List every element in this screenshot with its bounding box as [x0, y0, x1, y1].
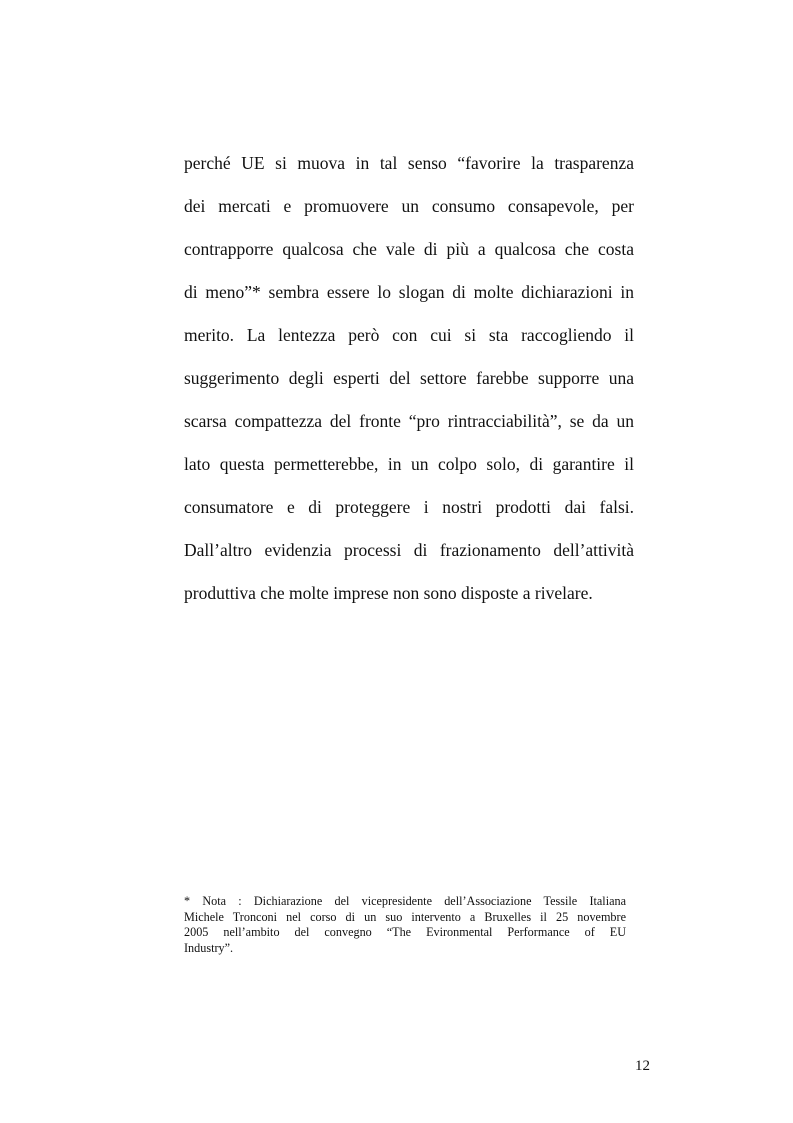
body-line: contrapporre qualcosa che vale di più a qualcosa che costa — [184, 239, 634, 259]
footnote-line: Michele Tronconi nel corso di un suo intervento a Bruxelles il 25 novembre — [184, 909, 626, 924]
body-line: merito. La lentezza però con cui si sta raccogliendo il — [184, 325, 634, 345]
body-line: perché UE si muova in tal senso “favorire la trasparenza — [184, 153, 634, 173]
body-line: Dall’altro evidenzia processi di frazionamento dell’attività — [184, 540, 634, 560]
footnote-line: Industry”. — [184, 940, 234, 955]
body-paragraph — [184, 145, 634, 618]
body-line: produttiva che molte imprese non sono disposte a rivelare. — [184, 583, 593, 603]
body-line: di meno”* sembra essere lo slogan di molte dichiarazioni in — [184, 282, 634, 302]
body-line: dei mercati e promuovere un consumo consapevole, per — [184, 196, 634, 216]
body-line: consumatore e di proteggere i nostri prodotti dai falsi. — [184, 497, 634, 517]
body-line: scarsa compattezza del fronte “pro rintracciabilità”, se da un — [184, 411, 634, 431]
footnote-line: * Nota : Dichiarazione del vicepresidente dell’Associazione Tessile Italiana — [184, 894, 626, 908]
page-number: 12 — [635, 1058, 650, 1074]
body-line: suggerimento degli esperti del settore farebbe supporre una — [184, 368, 634, 388]
footnote-line: 2005 nell’ambito del convegno “The Evironmental Performance of EU — [184, 925, 626, 939]
body-line: lato questa permetterebbe, in un colpo solo, di garantire il — [184, 454, 634, 474]
footnote — [184, 894, 626, 956]
